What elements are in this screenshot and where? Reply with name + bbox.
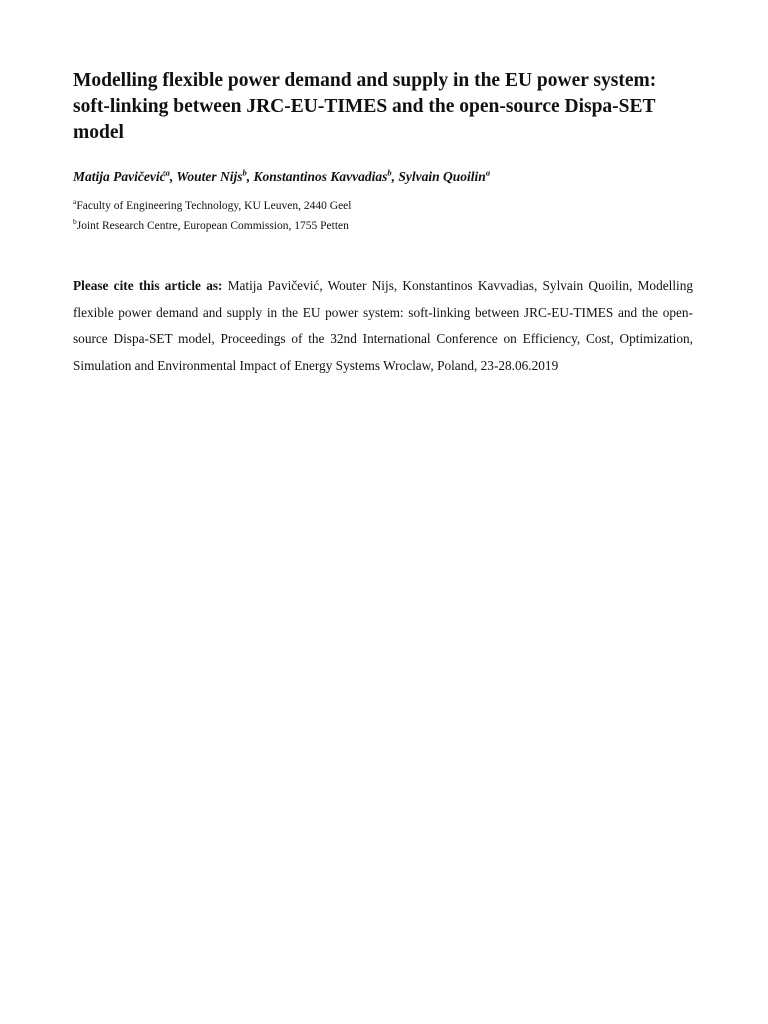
author-affiliation-mark: a <box>165 167 170 178</box>
affiliation-item <box>73 216 693 236</box>
affiliation-text: Faculty of Engineering Technology, KU Leuven, 2440 Geel <box>76 200 352 212</box>
citation-paragraph <box>73 273 693 379</box>
author-affiliation-mark: b <box>387 167 392 178</box>
author-affiliation-mark: a <box>485 167 491 178</box>
affiliation-item <box>73 196 693 216</box>
paper-title: Modelling flexible power demand and supply in the EU power system: soft-linking between JRC-EU-TIMES and the open-source Dispa-SET model <box>73 70 657 143</box>
document-page <box>73 68 693 392</box>
author-list <box>73 168 693 186</box>
citation-label: Please cite this article as: <box>73 278 223 293</box>
author-affiliation-mark: b <box>242 167 247 178</box>
author-separator: , <box>391 169 399 184</box>
affiliation-list <box>73 196 693 236</box>
author-name: Konstantinos Kavvadias <box>253 169 388 184</box>
author-separator: , <box>246 169 254 184</box>
author-name: Sylvain Quoilin <box>398 169 486 184</box>
citation-text: Matija Pavičević, Wouter Nijs, Konstantinos Kavvadias, Sylvain Quoilin, Modelling flexible power demand and supply in the EU power system: soft-linking between JRC-EU-TIMES and the open-source Dispa-SET model, Proceedings of the 32nd International Conference on Efficiency, Cost, Optimization, Simulation and Environmental Impact of Energy Systems Wroclaw, Poland, 23-28.06.2019 <box>73 278 694 373</box>
affiliation-mark: b <box>73 217 77 227</box>
affiliation-mark: a <box>73 197 77 207</box>
author-name: Wouter Nijs <box>176 169 243 184</box>
author-separator: , <box>169 169 177 184</box>
author-name: Matija Pavičević <box>73 169 166 184</box>
affiliation-text: Joint Research Centre, European Commission, 1755 Petten <box>76 220 349 232</box>
